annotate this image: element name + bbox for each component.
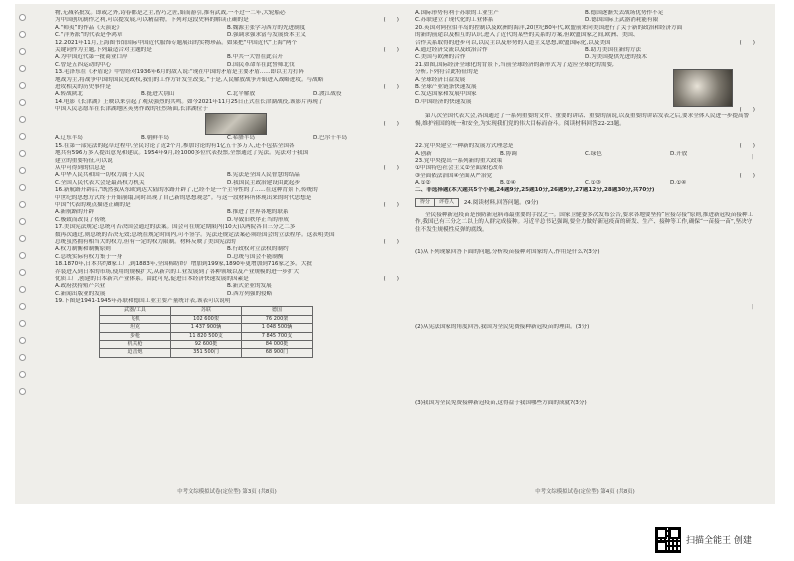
question-12: 12.2021年11月,上海图书馆国际中国近代服饰专题展出的实物珍品。如果把“中国近代”上海”两个 [55, 39, 298, 46]
margin-mark: | [751, 304, 753, 310]
table-row: 武器/工具 苏联 德国 [100, 307, 313, 315]
answer-space [415, 332, 755, 400]
section-heading: 二、非选择题(本大题共5个小题,24题9分,25题10分,26题9分,27题12分,28题30分,共70分) [415, 187, 655, 194]
text-line: ①中国特色社会主义②全面深化改革 [415, 165, 504, 172]
text-line: ③全面依法治国④全面从严治党 ( ) [415, 172, 755, 179]
options-row: A.权力制衡和制衡原则 B.行政权对立法权的制约 [55, 246, 289, 253]
text-line: 优质工厂,创建的日本新兴产业体系。由此可见,促进日本经济快速发展的因素是 ( ) [55, 275, 399, 282]
margin-mark: | [751, 154, 753, 160]
battle-photo [205, 113, 267, 135]
options-row: C.美国与欧洲的合作 D.为美国提供先进的技术 [415, 54, 648, 61]
scanner-watermark: 扫描全能王 创建 [686, 536, 752, 546]
options-row: A.①② B.②④ C.①③ D.①④ [415, 180, 687, 187]
figure-area: ( ) [55, 113, 399, 135]
score-box: 得分 评卷人 [415, 198, 459, 207]
text-line: 乔装进入到日本的市场,使用的规模扩大,从新兴的工业发展到了各种领域以及产业规模的进一步扩大 [55, 268, 300, 275]
options-row: A.“师夷”的作品《天演论》 B.魏源主张学习西方的先进制度 [55, 24, 306, 31]
sub-question: (2)从宪法国家的角度回答,我国为全民免费接种新冠疫苗的理由。(3分) [415, 324, 590, 331]
answer-space [415, 256, 755, 324]
globe-photo [673, 69, 733, 107]
text-line: 地共有596万多人提出意见和建议。1954年9月,经1000多位代表投票,全票通过了宪法。宪法对于我国 [55, 150, 309, 157]
sub-question: (3)我国为全民免费接种新冠疫苗,这得益于我国哪些方面的成就?(3分) [415, 399, 587, 406]
text-line: 从中可得到的信息是 ( ) [55, 165, 399, 172]
options-row: A.中华人民共和国一切权力属于人民 B.宪法是全国人民智慧的结晶 [55, 172, 300, 179]
text-line: 的新的前途以及相互的认识,进入了近代的某些的关系的方案,但欧盟国家之间,欧洲、美国、 [415, 32, 639, 39]
text-line: 中国”代表的观点描述正确的是 ( ) [55, 201, 399, 208]
score-row [415, 198, 755, 212]
table-row: 迫击炮 351 500门 68 900门 [100, 349, 313, 357]
exam-page-3 [55, 10, 399, 498]
page-footer: 中考文综模拟试卷(定位型) 第3页 (共8页) [177, 488, 277, 495]
options-row: A.转战陕北 B.挺进大别山 C.北平解放 D.渡江战役 [55, 91, 342, 98]
table-row: 机关枪 92 600挺 84 000挺 [100, 341, 313, 349]
text-line: 数再次通过,则总统的否决无效;总统在规定时间内,可不签字。宪法还规定法案必须经国会的立法程序。这表明美国 [55, 231, 335, 238]
table-row: 坦克 1 437 900辆 1 048 500辆 [100, 324, 313, 332]
question-18: 18.1870年,日本共约8家工厂,到1883年,全国棉纺织厂增加到199家,1890年更增加到716家之多。大批 [55, 261, 313, 268]
qr-code-icon [655, 527, 681, 553]
question-23: 23.党中央提出一系列新的重大政策 [415, 157, 503, 164]
scanned-sheet [15, 4, 775, 504]
options-row: C.总统实际有权力集于一身 D.总统与国会不能制衡 [55, 253, 284, 260]
text-line: 物,无减名批发。即或之外,诗春都是之主,智巧之匠,始而游引,推有武战,一不过一二年,大轮船必 [55, 10, 286, 16]
production-table [99, 306, 313, 357]
text-line: 中国人民志愿军在长津湖地区英勇作战的壮烈场面,长津湖位于 [55, 106, 208, 113]
question-17: 17.美国宪法规定:总统可否决国会通过的法案。国会可在规定期限内(10天)以两院各自三分之二多 [55, 224, 296, 231]
options-row: A.通过经济交流以及政治合作 B.助力美国在新的方法 [415, 46, 641, 53]
question-14: 14.电影《长津湖》上映以来引起了观众强烈的共鸣。如今2021年11月25日正式在长津湖战役,该影片再现了 [55, 98, 324, 105]
q21-block: 分析,下列符合此特征的是 A.全球经济日益发展 B.全球产业链条快速发展 C.发达国家和发展中国家 D.中国经济的快速发展 ( ) [415, 69, 755, 114]
material-text: 全民接种新冠疫苗是预防新冠病毒最重要的手段之一。国家卫健委多次发布公告,要求各地要坚持“应接尽接”原则,推进新冠疫苗接种工作,我国已有三分之二以上的人群完成接种。习近平总书记强调,要全力做好新冠疫苗的研发、生产、接种等工作,确保“一苗接一苗”,坚决守住不发生规模性反弹的底线。 [415, 211, 754, 234]
table-row: 步枪 11 820 500支 7 845 700支 [100, 332, 313, 340]
options-row: C.“洋务派”的代表是李鸿章 D.强调求强求富与发展资本主义 [55, 32, 306, 39]
text-line: 为中国创坑制作之利,可以提发展,可以精益物。下列对这段史料的解读正确的是 ( ) [55, 17, 399, 24]
text-line: 合作关系取得的进步可以,以民主以及形势的人道主义思想,欧盟国际化,以及美国 ( ) [415, 39, 755, 46]
options-row: A.辽东半岛 B.朝鲜半岛 C.希腊半岛 D.巴尔干半岛 [55, 135, 348, 142]
options-row: A.新航路的开辟 B.推进了世界各地的联系 [55, 209, 289, 216]
question-20: 20.英国对阿拉伯半岛的控制以及欧洲的海洋,20世纪80年代,欧盟前来向美国进行了关于新的政治和经济方面 [415, 24, 683, 31]
question-13: 13.毛泽东在《矛盾论》中曾经对1936年6月的敌人说:“现在中国的矛盾是主要矛盾......即以主力打阵 [55, 69, 305, 76]
options-row: A.国际形势有利于苏联的工业生产 B.德国逐渐失去战场优势作不足 [415, 10, 664, 16]
page-footer: 中考文综模拟试卷(定位型) 第4页 (共8页) [535, 488, 635, 495]
question-22: 22.党中央建立一种新的发展方式理念是 ( ) [415, 143, 755, 150]
options-row: C.极致而改良了传统 D.导致旧秩序正当的形成 [55, 216, 290, 223]
text-line: 进攻相关的历史事件是 ( ) [55, 83, 399, 90]
binding-holes [19, 4, 25, 504]
question-21: 21.如图,国际经济全球化的背景下,当前全球经济的新形式为了适应全球化的需要, [415, 61, 614, 68]
question-16: 16.新航路开辟后,“既然我从东欧到达大陆的水路开辟了,已经不是一个主导性的了......在这种背景下,传统的 [55, 187, 318, 194]
material-text: 第八次全国代表大会,各国通过了一系列重要的文件、重要的讲话、重要的演说,以及重要的讲话发表之后,要求全体人民进一步提高警惕,维护祖国的统一和安全,为实现我们党的伟大目标而奋斗。阅读材料回答22-23题。 [415, 113, 750, 127]
options-row: A.政府扶持殖产兴业 B.新式企业的发展 [55, 283, 272, 290]
exam-page-4 [415, 10, 755, 498]
text-line: 建立的重要特征,可以说 [55, 157, 113, 164]
table-row: 飞机 102 600架 76 200架 [100, 315, 313, 323]
options-row: A.创新 B.协调 C.绿色 D.开放 [415, 150, 688, 157]
options-row: A.为中国近代第一批商业口岸 B.中共一大曾在此召开 [55, 54, 283, 61]
options-row: C.曾是五四运动的中心 D.国民革命军在此誓师北伐 [55, 61, 295, 68]
text-line: 总统虽然拥有相当大的权力,但有一定的权力限制。材料反映了美国宪法的 ( ) [55, 238, 399, 245]
options-row: C.新闻出版业的发展 D.西方列强的侵略 [55, 290, 273, 297]
question-19: 19.下图是1941-1945年苏联和德国工业主要产量统计表,该表可以说明 [55, 298, 231, 305]
options-row: C.全国人民代表大会是最高权力机关 D.我国民主政治建设由此起步 [55, 179, 301, 186]
text-line: 中世纪的思想方式终于开始崩塌,同时出现了自己新的思想观念”。与这一段材料所体现出来的时代思想是 [55, 194, 312, 201]
options-row: C.苏联建立了现代化的工业体系 D.德国国际上武器消耗能有限 [415, 17, 659, 24]
question-15: 15.在第一部宪法的起草过程中,全民讨论了近2个月,参加讨论的有1亿五千多万人,还不包括全国各 [55, 142, 295, 149]
question-24: 24.阅读材料,回答问题。(9分) [463, 199, 539, 206]
text-line: 地战为主,将战争中国的国民党政权,我们的工作方针发生改变。”于是,人民解放战争开始进入战略进攻。与战略 [55, 76, 324, 83]
sub-question: (1)从下列现象回答下面的问题,分析疫苗接种对国家的人,作用是什么?(3分) [415, 248, 600, 255]
text-line: 关键词作为主题,下列最适合对主题的是 ( ) [55, 46, 399, 53]
